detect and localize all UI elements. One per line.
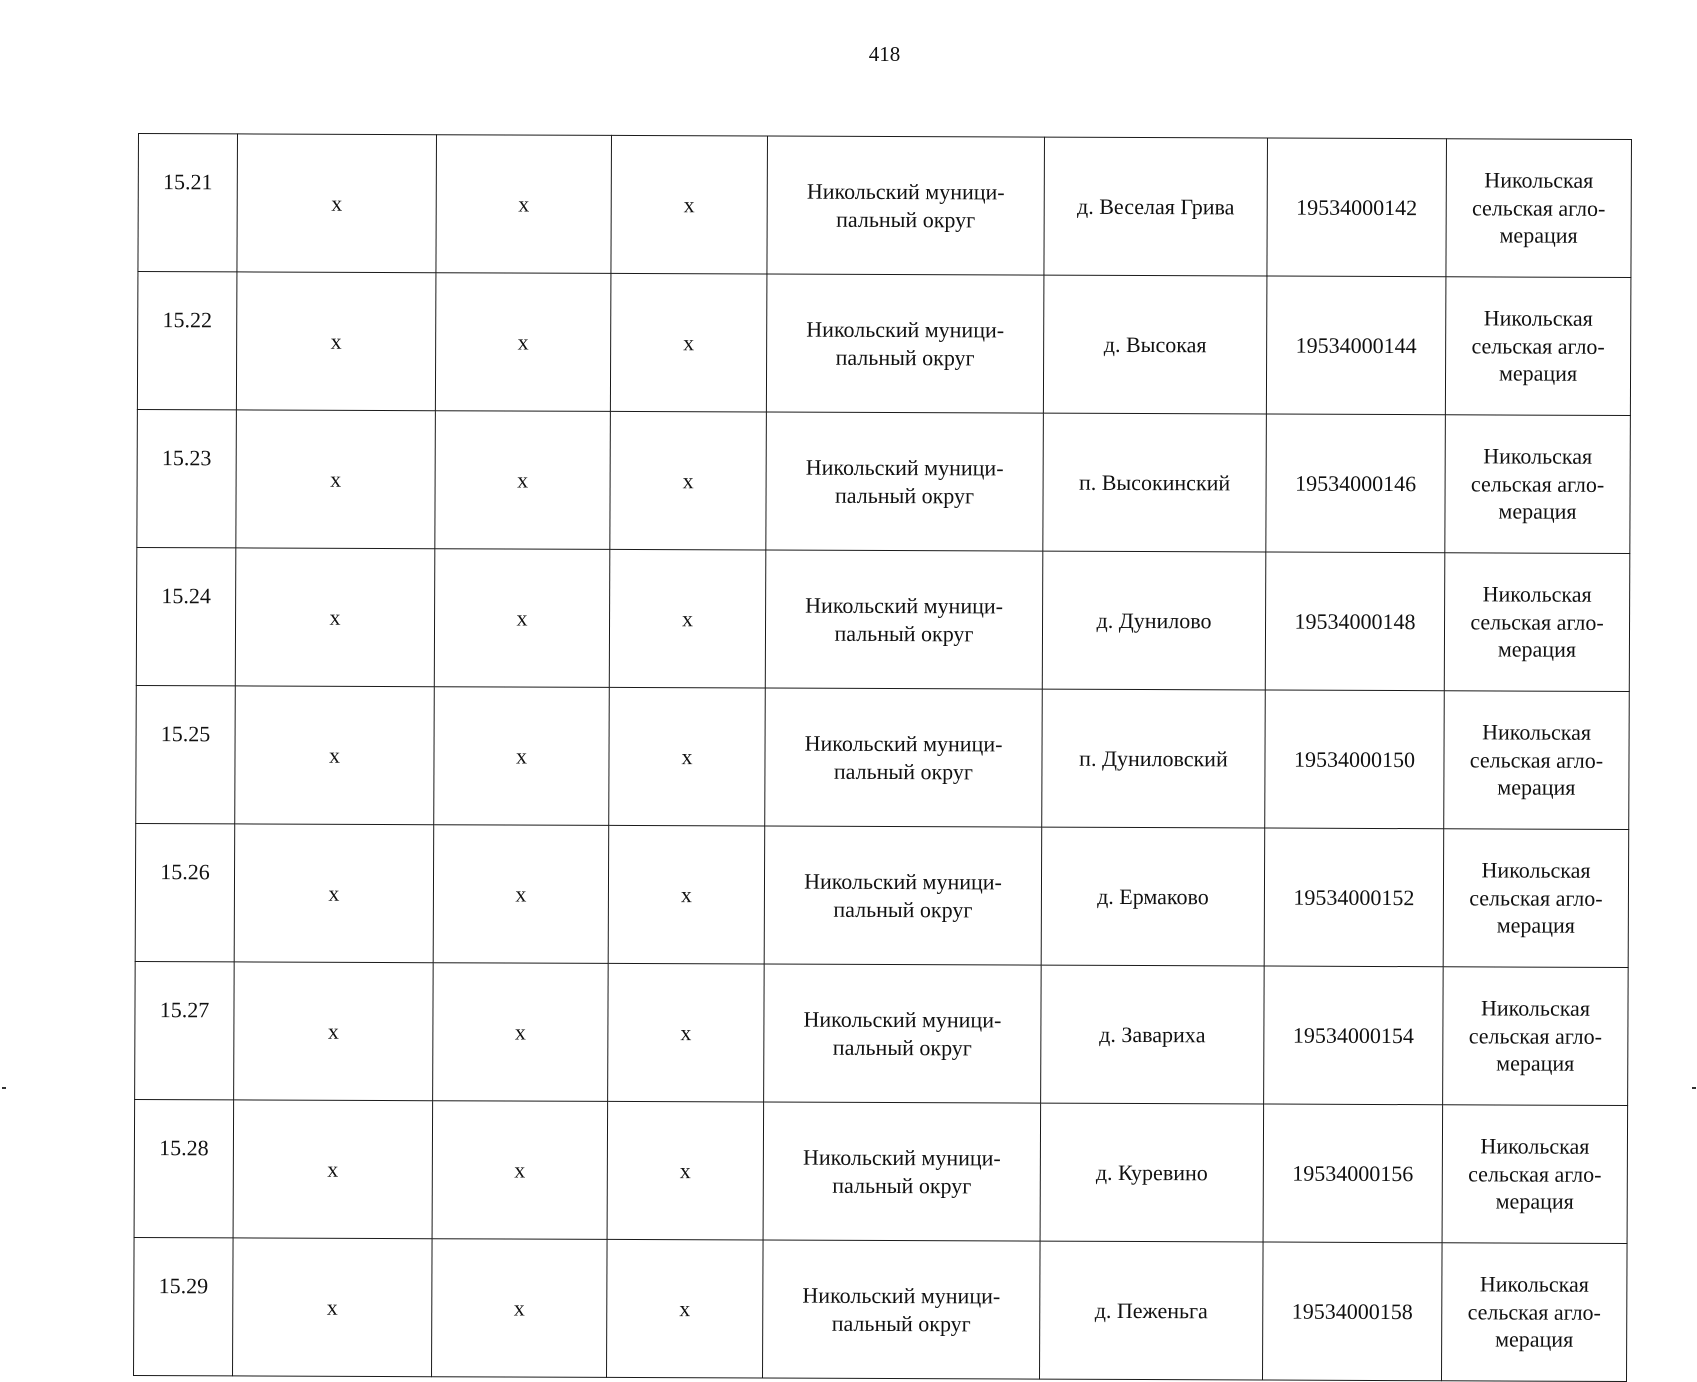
district-cell: Никольский муници- пальный округ: [767, 136, 1045, 275]
district-cell: Никольский муници- пальный округ: [764, 826, 1042, 965]
settlement-cell: п. Дуниловский: [1042, 689, 1266, 828]
row-number-cell: 15.26: [135, 823, 235, 961]
row-number-cell: 15.27: [135, 961, 235, 1099]
agglomeration-cell: Никольская сельская агло- мерация: [1444, 691, 1630, 830]
settlement-cell: д. Пеженьга: [1040, 1241, 1264, 1380]
agglomeration-cell: Никольская сельская агло- мерация: [1442, 1105, 1628, 1244]
settlement-cell: д. Куревино: [1040, 1103, 1264, 1242]
table-row: [138, 134, 1632, 278]
edge-mark-left: [2, 1087, 6, 1089]
col4-cell: x: [608, 825, 765, 964]
col3-cell: x: [433, 963, 609, 1102]
col4-cell: x: [610, 411, 767, 550]
settlement-cell: д. Дунилово: [1042, 551, 1266, 690]
district-cell: Никольский муници- пальный округ: [766, 274, 1044, 413]
oktmo-code-cell: 19534000150: [1265, 690, 1445, 829]
district-cell: Никольский муници- пальный округ: [763, 1240, 1041, 1379]
table-body: [134, 134, 1632, 1382]
edge-mark-right: [1692, 1087, 1696, 1089]
settlements-table: [133, 133, 1632, 1382]
col2-cell: x: [237, 134, 437, 273]
agglomeration-cell: Никольская сельская агло- мерация: [1443, 829, 1629, 968]
row-number-cell: 15.23: [137, 409, 237, 547]
agglomeration-cell: Никольская сельская агло- мерация: [1443, 967, 1629, 1106]
oktmo-code-cell: 19534000158: [1263, 1242, 1443, 1381]
agglomeration-cell: Никольская сельская агло- мерация: [1445, 415, 1631, 554]
row-number-cell: 15.21: [138, 134, 238, 272]
col4-cell: x: [607, 1239, 764, 1378]
oktmo-code-cell: 19534000154: [1264, 966, 1444, 1105]
table-row: [134, 1237, 1628, 1381]
row-number-cell: 15.25: [136, 685, 236, 823]
col2-cell: x: [234, 824, 434, 963]
page-number: 418: [868, 42, 901, 66]
col3-cell: x: [433, 825, 609, 964]
col2-cell: x: [235, 548, 435, 687]
oktmo-code-cell: 19534000152: [1264, 828, 1444, 967]
col3-cell: x: [436, 135, 612, 274]
col4-cell: x: [608, 963, 765, 1102]
col2-cell: x: [234, 962, 434, 1101]
agglomeration-cell: Никольская сельская агло- мерация: [1446, 139, 1632, 278]
row-number-cell: 15.22: [137, 272, 237, 410]
settlement-cell: д. Высокая: [1043, 275, 1267, 414]
agglomeration-cell: Никольская сельская агло- мерация: [1442, 1243, 1628, 1382]
table-row: [134, 1099, 1628, 1243]
col2-cell: x: [233, 1238, 433, 1377]
col3-cell: x: [432, 1239, 608, 1378]
row-number-cell: 15.29: [134, 1237, 234, 1375]
col4-cell: x: [609, 549, 766, 688]
settlement-cell: д. Веселая Грива: [1044, 137, 1268, 276]
col4-cell: x: [609, 687, 766, 826]
oktmo-code-cell: 19534000156: [1263, 1104, 1443, 1243]
oktmo-code-cell: 19534000146: [1266, 414, 1446, 553]
col3-cell: x: [434, 687, 610, 826]
table-row: [136, 685, 1630, 829]
district-cell: Никольский муници- пальный округ: [765, 550, 1043, 689]
col3-cell: x: [434, 549, 610, 688]
col3-cell: x: [435, 273, 611, 412]
agglomeration-cell: Никольская сельская агло- мерация: [1445, 277, 1631, 416]
col3-cell: x: [435, 411, 611, 550]
district-cell: Никольский муници- пальный округ: [765, 688, 1043, 827]
settlement-cell: д. Заварихa: [1041, 965, 1265, 1104]
col2-cell: x: [236, 272, 436, 411]
district-cell: Никольский муници- пальный округ: [766, 412, 1044, 551]
table-row: [137, 409, 1631, 553]
row-number-cell: 15.24: [136, 547, 236, 685]
settlement-cell: д. Ермаково: [1041, 827, 1265, 966]
col4-cell: x: [610, 273, 767, 412]
table-row: [135, 961, 1629, 1105]
col2-cell: x: [233, 1100, 433, 1239]
row-number-cell: 15.28: [134, 1099, 234, 1237]
table-row: [135, 823, 1629, 967]
col2-cell: x: [236, 410, 436, 549]
oktmo-code-cell: 19534000144: [1266, 276, 1446, 415]
district-cell: Никольский муници- пальный округ: [764, 964, 1042, 1103]
table-row: [136, 547, 1630, 691]
table-row: [137, 272, 1631, 416]
oktmo-code-cell: 19534000148: [1265, 552, 1445, 691]
col3-cell: x: [432, 1101, 608, 1240]
col4-cell: x: [607, 1101, 764, 1240]
agglomeration-cell: Никольская сельская агло- мерация: [1444, 553, 1630, 692]
oktmo-code-cell: 19534000142: [1267, 138, 1447, 277]
settlement-cell: п. Высокинский: [1043, 413, 1267, 552]
col4-cell: x: [611, 135, 768, 274]
district-cell: Никольский муници- пальный округ: [763, 1102, 1041, 1241]
col2-cell: x: [235, 686, 435, 825]
